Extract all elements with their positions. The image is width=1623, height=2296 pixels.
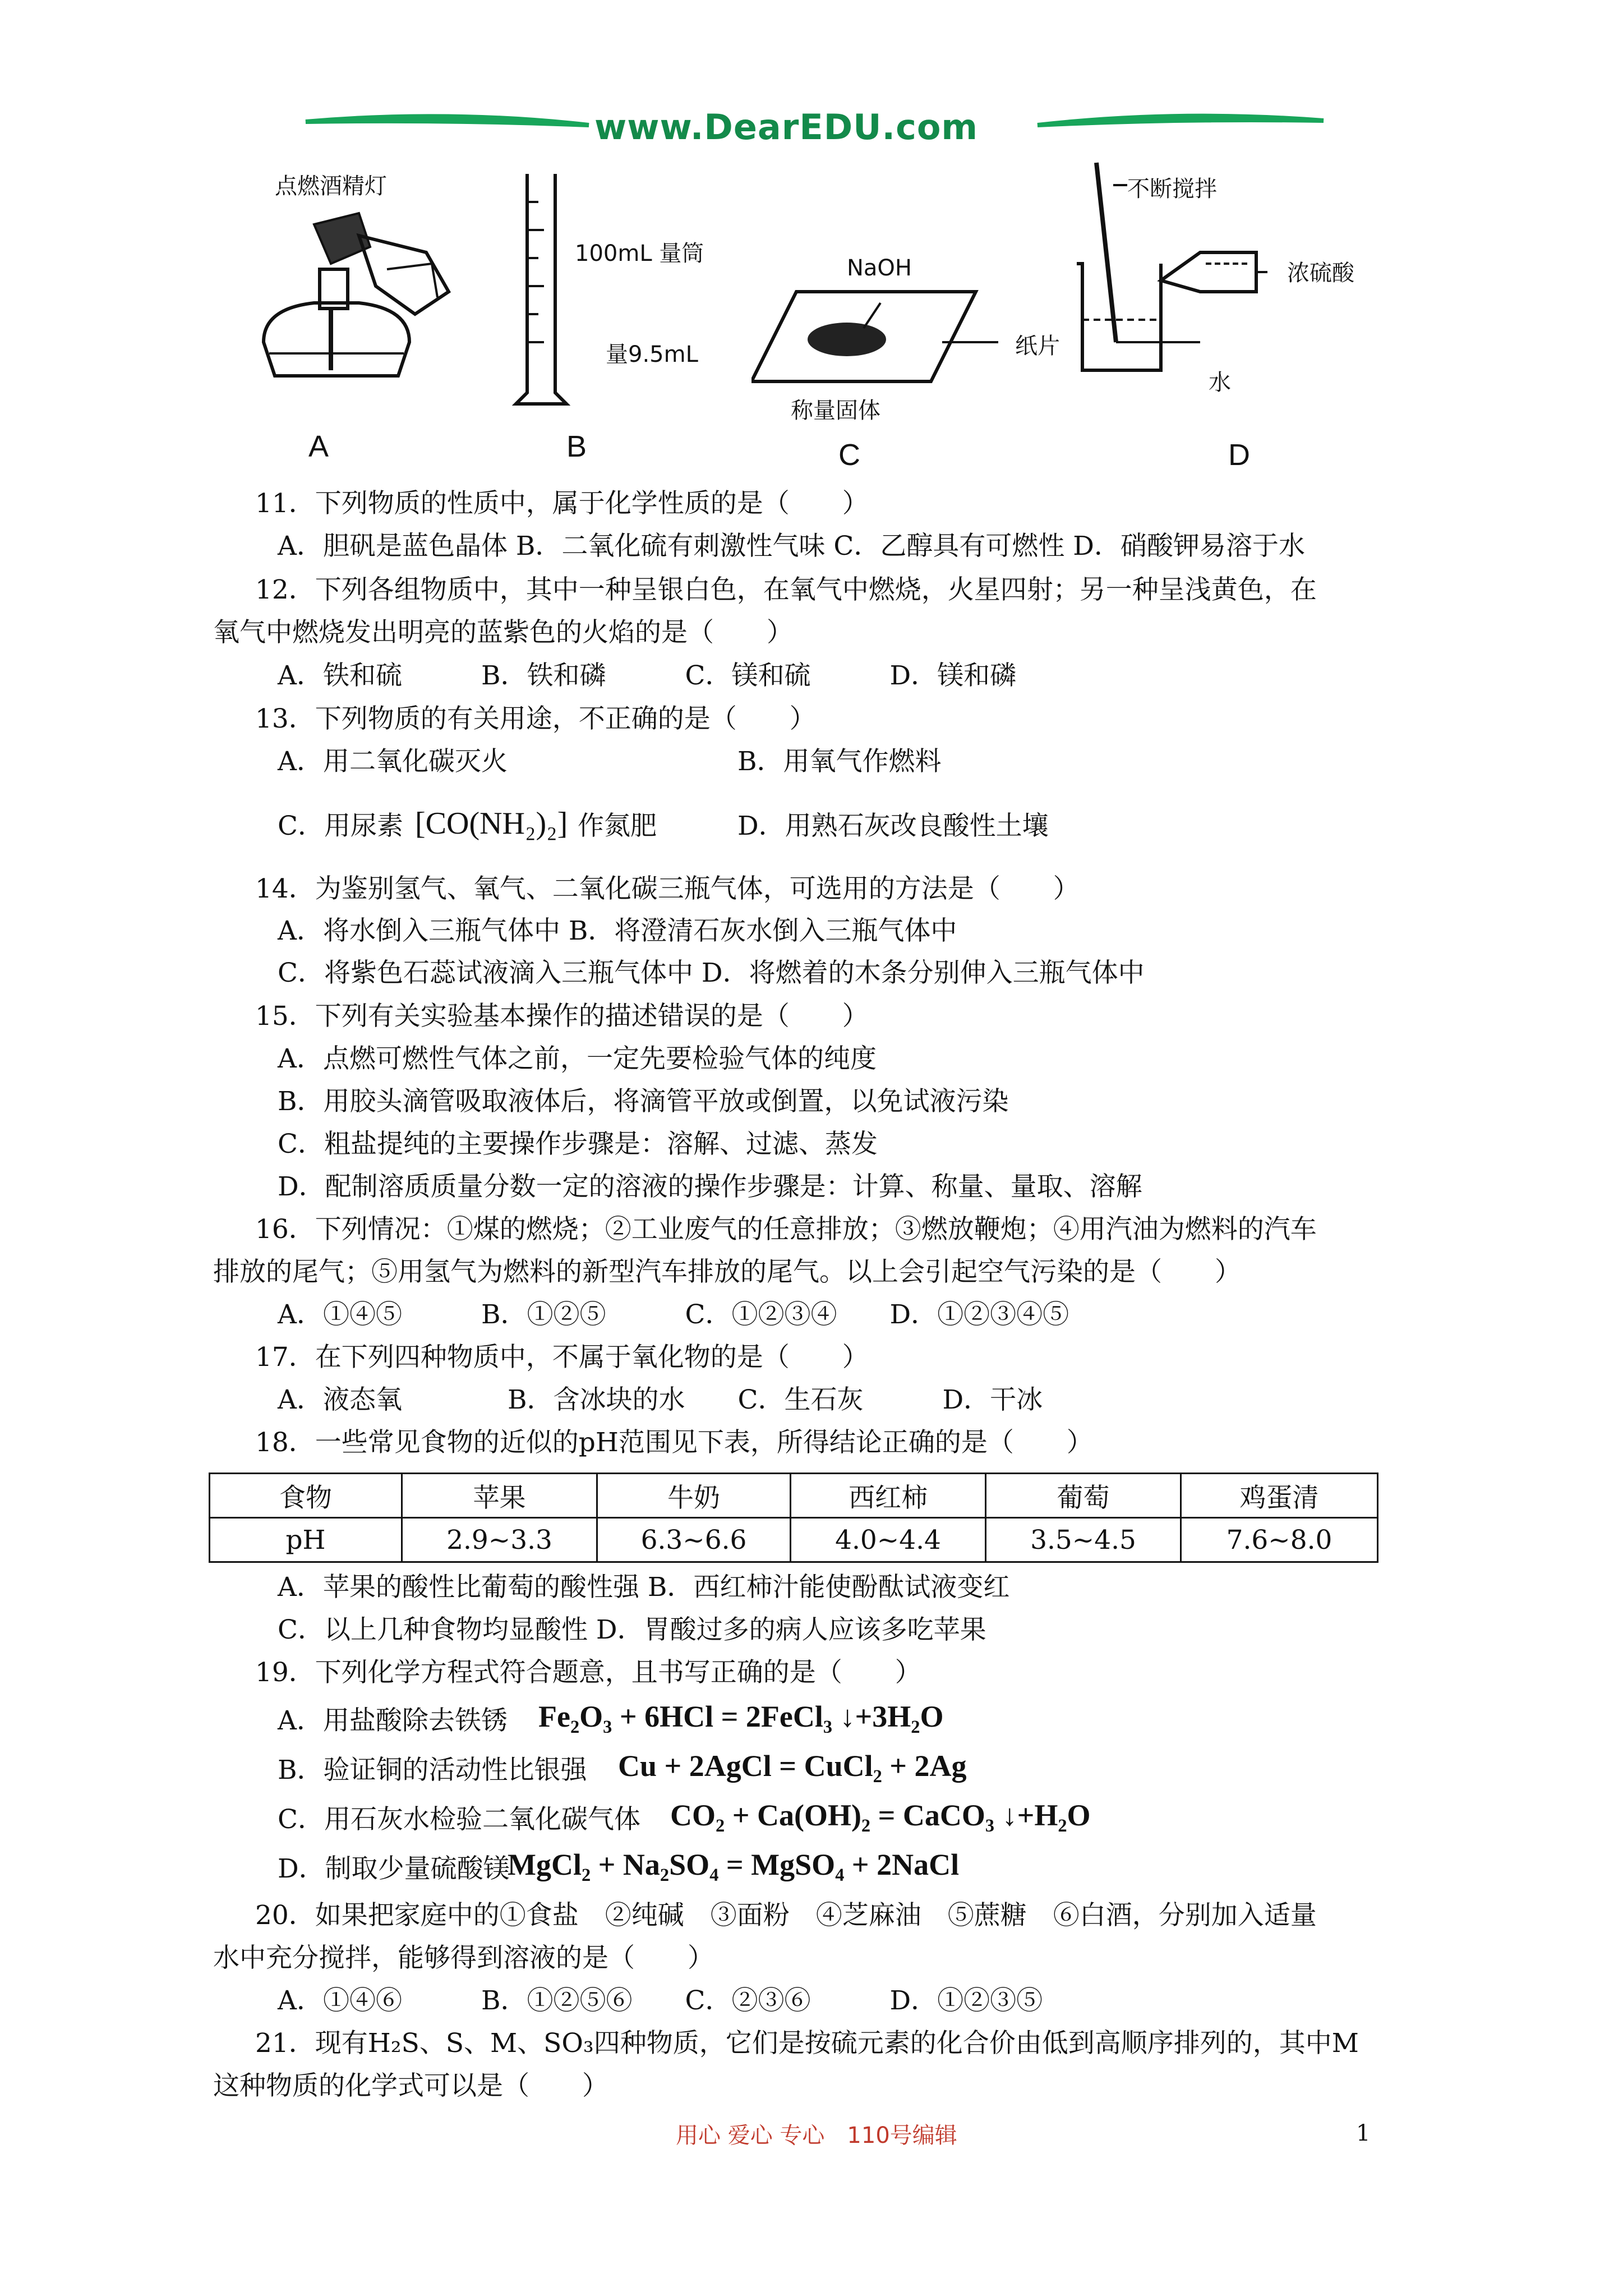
naoh-label: NaOH (847, 255, 912, 281)
q13-option-c-tail: 作氮肥 (578, 811, 657, 841)
q20-stem-cont: 水中充分搅拌，能够得到溶液的是（ ） (213, 1943, 714, 1973)
table-cell: 6.3~6.6 (597, 1518, 791, 1562)
q13-urea-formula: [CO(NH₂)₂] (415, 806, 568, 841)
table-cell: 西红柿 (791, 1474, 986, 1518)
figure-a-caption: 点燃酒精灯 (275, 173, 387, 199)
q17-stem: 17．在下列四种物质中，不属于氧化物的是（ ） (255, 1342, 869, 1373)
table-cell: pH (210, 1518, 402, 1562)
cylinder-volume: 量9.5mL (606, 342, 698, 367)
q14-option-cd: C．将紫色石蕊试液滴入三瓶气体中 D．将燃着的木条分别伸入三瓶气体中 (278, 958, 1145, 988)
q21-stem: 21．现有H₂S、S、M、SO₃四种物质，它们是按硫元素的化合价由低到高顺序排列的，其中M (255, 2028, 1359, 2059)
q13-option-b: B．用氧气作燃料 (737, 746, 942, 777)
q18-option-cd: C．以上几种食物均显酸性 D．胃酸过多的病人应该多吃苹果 (278, 1614, 986, 1645)
water-label: 水 (1209, 370, 1231, 395)
footer-text: 用心 爱心 专心 110号编辑 (676, 2123, 957, 2148)
q11-stem: 11．下列物质的性质中，属于化学性质的是（ ） (255, 488, 869, 519)
q18-stem: 18．一些常见食物的近似的pH范围见下表，所得结论正确的是（ ） (255, 1427, 1093, 1458)
q15-option-c: C．粗盐提纯的主要操作步骤是：溶解、过滤、蒸发 (278, 1129, 878, 1159)
q19-option-c: C．用石灰水检验二氧化碳气体 (278, 1804, 640, 1835)
table-cell: 3.5~4.5 (986, 1518, 1181, 1562)
ph-table (209, 1473, 1378, 1563)
q15-stem: 15．下列有关实验基本操作的描述错误的是（ ） (255, 1001, 869, 1032)
weighing-paper-drawing (751, 280, 1009, 393)
table-cell: 4.0~4.4 (791, 1518, 986, 1562)
figure-d (1066, 157, 1458, 482)
acid-label: 浓硫酸 (1287, 260, 1354, 286)
q19-option-d: D．制取少量硫酸镁 (278, 1853, 510, 1884)
header-left-swoosh (306, 116, 589, 125)
q20-stem: 20．如果把家庭中的①食盐 ②纯碱 ③面粉 ④芝麻油 ⑤蔗糖 ⑥白酒，分别加入适量 (255, 1900, 1317, 1931)
figure-c-caption: 称量固体 (791, 398, 880, 424)
q13-option-d: D．用熟石灰改良酸性土壤 (737, 811, 1049, 841)
graduated-cylinder-drawing (505, 168, 572, 415)
q19-equation-a: Fe₂O₃ + 6HCl = 2FeCl₃ ↓+3H₂O (538, 1700, 944, 1733)
q18-option-ab: A．苹果的酸性比葡萄的酸性强 B．西红柿汁能使酚酞试液变红 (278, 1572, 1010, 1603)
q15-option-a: A．点燃可燃性气体之前，一定先要检验气体的纯度 (278, 1043, 877, 1074)
q19-equation-b: Cu + 2AgCl = CuCl₂ + 2Ag (618, 1749, 967, 1783)
figure-c-letter: C (838, 438, 860, 472)
q12-options: A．铁和硫 B．铁和磷 C．镁和硫 D．镁和磷 (278, 660, 1017, 691)
q13-stem: 13．下列物质的有关用途，不正确的是（ ） (255, 703, 816, 734)
q17-options: A．液态氧 B．含冰块的水 C．生石灰 D．干冰 (278, 1384, 1043, 1415)
header-right-swoosh (1038, 116, 1324, 125)
q13-option-c: C．用尿素 (278, 811, 403, 841)
q13-option-a: A．用二氧化碳灭火 (278, 746, 508, 777)
q11-options: A．胆矾是蓝色晶体 B．二氧化硫有刺激性气味 C．乙醇具有可燃性 D．硝酸钾易溶于水 (278, 531, 1305, 562)
figure-b-letter: B (566, 430, 587, 463)
q16-stem-cont: 排放的尾气；⑤用氢气为燃料的新型汽车排放的尾气。以上会引起空气污染的是（ ） (213, 1257, 1241, 1287)
figure-a-letter: A (308, 430, 329, 463)
q16-stem: 16．下列情况：①煤的燃烧；②工业废气的任意排放；③燃放鞭炮；④用汽油为燃料的汽车 (255, 1214, 1317, 1245)
cylinder-label: 100mL 量筒 (575, 241, 704, 266)
table-cell: 苹果 (402, 1474, 597, 1518)
ph-table-header-row (210, 1474, 1378, 1518)
stir-label: 不断搅拌 (1127, 176, 1217, 202)
q15-option-d: D．配制溶质质量分数一定的溶液的操作步骤是：计算、称量、量取、溶解 (278, 1171, 1142, 1202)
table-cell: 葡萄 (986, 1474, 1181, 1518)
q19-equation-c: CO₂ + Ca(OH)₂ = CaCO₃ ↓+H₂O (670, 1798, 1091, 1832)
q12-stem: 12．下列各组物质中，其中一种呈银白色，在氧气中燃烧，火星四射；另一种呈浅黄色，在 (255, 574, 1317, 605)
q12-stem-cont: 氧气中燃烧发出明亮的蓝紫色的火焰的是（ ） (213, 617, 793, 648)
alcohol-lamp-drawing (247, 202, 482, 404)
table-cell: 牛奶 (597, 1474, 791, 1518)
q19-stem: 19．下列化学方程式符合题意，且书写正确的是（ ） (255, 1657, 921, 1688)
q15-option-b: B．用胶头滴管吸取液体后，将滴管平放或倒置，以免试液污染 (278, 1086, 1009, 1117)
table-cell: 7.6~8.0 (1181, 1518, 1378, 1562)
q19-option-b: B．验证铜的活动性比银强 (278, 1755, 587, 1786)
ph-table-value-row (210, 1518, 1378, 1562)
q14-stem: 14．为鉴别氢气、氧气、二氧化碳三瓶气体，可选用的方法是（ ） (255, 873, 1080, 904)
q16-options: A．①④⑤ B．①②⑤ C．①②③④ D．①②③④⑤ (278, 1299, 1069, 1330)
q14-option-ab: A．将水倒入三瓶气体中 B．将澄清石灰水倒入三瓶气体中 (278, 915, 957, 946)
figure-d-letter: D (1228, 438, 1250, 472)
table-cell: 2.9~3.3 (402, 1518, 597, 1562)
page-number: 1 (1356, 2120, 1371, 2146)
q21-stem-cont: 这种物质的化学式可以是（ ） (213, 2070, 608, 2101)
q20-options: A．①④⑥ B．①②⑤⑥ C．②③⑥ D．①②③⑤ (278, 1985, 1043, 2016)
paper-label: 纸片 (1015, 333, 1060, 359)
table-cell: 食物 (210, 1474, 402, 1518)
table-cell: 鸡蛋清 (1181, 1474, 1378, 1518)
header-site-name[interactable]: www.DearEDU.com (594, 107, 979, 148)
q19-equation-d: MgCl₂ + Na₂SO₄ = MgSO₄ + 2NaCl (508, 1848, 960, 1881)
q19-option-a: A．用盐酸除去铁锈 (278, 1705, 508, 1736)
